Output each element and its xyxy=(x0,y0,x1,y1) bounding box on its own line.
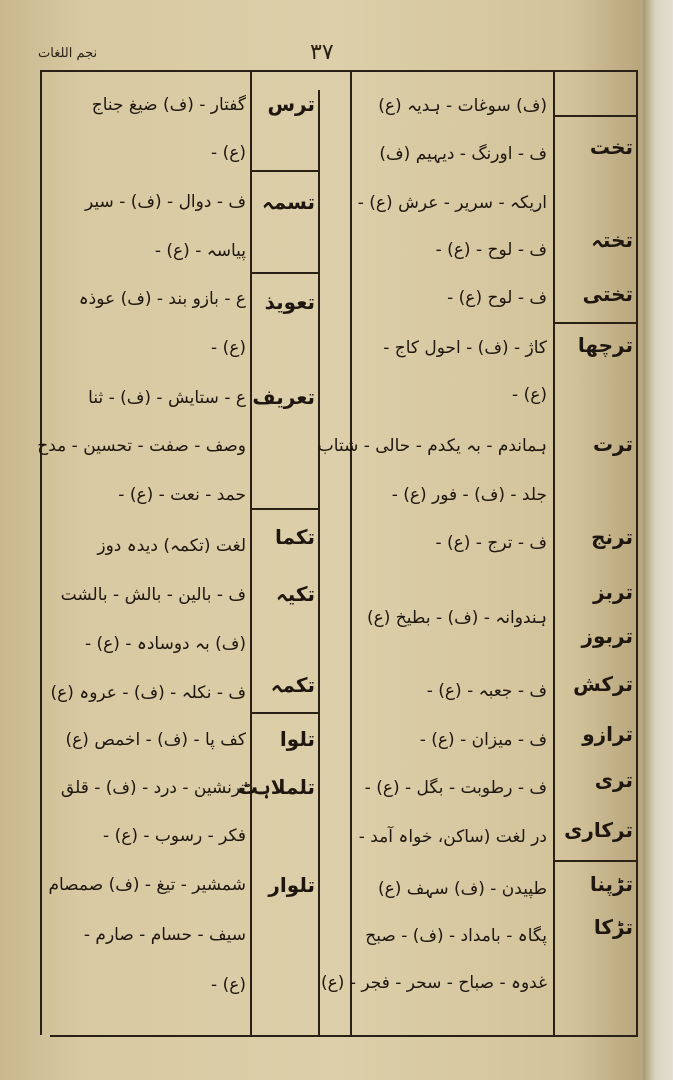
column-line-5 xyxy=(553,70,555,1035)
headword: تلملاہٹ xyxy=(237,775,315,799)
entry-line: ع - ستایش - (ف) - ثنا xyxy=(88,388,246,408)
entry-line: ف - ترج - (ع) - xyxy=(435,533,547,553)
headword: ترازو xyxy=(582,722,633,746)
headword: تربز xyxy=(593,580,633,604)
headword: تختی xyxy=(582,282,633,306)
running-title: نجم اللغات xyxy=(38,46,98,61)
head-divider xyxy=(250,712,318,714)
entry-line: طپیدن - (ف) سہف (ع) xyxy=(377,879,547,899)
entry-line: پیاسہ - (ع) - xyxy=(154,241,246,261)
entries-column-left xyxy=(37,0,246,1080)
headword: تلوا xyxy=(279,727,315,751)
headword: تعریف xyxy=(252,385,315,409)
entry-line: اریکہ - سریر - عرش (ع) - xyxy=(357,193,547,213)
head-divider xyxy=(553,115,636,117)
column-line-1 xyxy=(40,70,42,1035)
entry-line: کف پا - (ف) - اخمص (ع) xyxy=(65,730,246,750)
entry-line: فکر - رسوب - (ع) - xyxy=(103,826,246,846)
entry-line: کاژ - (ف) - احول کاج - xyxy=(383,338,547,358)
entry-line: در لغت (ساکن، خواہ آمد - xyxy=(358,827,547,847)
headword: تخت xyxy=(589,135,633,159)
entry-line: غدوہ - صباح - سحر - فجر - (ع) xyxy=(321,973,547,993)
entry-line: (ف) بہ دوسادہ - (ع) - xyxy=(84,634,246,654)
headword: تڑکا xyxy=(593,915,633,939)
entry-line: ف - اورنگ - دیہیم (ف) xyxy=(379,144,547,164)
headword: ترچھا xyxy=(577,333,633,357)
head-divider xyxy=(250,170,318,172)
head-divider xyxy=(553,860,636,862)
entry-line: گفتار - (ف) ضیغ جناج xyxy=(91,95,246,115)
entry-line: ف - جعبہ - (ع) - xyxy=(426,681,547,701)
entry-line: ہندوانہ - (ف) - بطیخ (ع) xyxy=(366,608,547,628)
entry-line: (ع) - xyxy=(211,338,246,358)
entry-line: لغت (تکمہ) دیدہ دوز xyxy=(97,536,246,556)
headword: تختہ xyxy=(591,228,633,252)
entry-line: ف - میزان - (ع) - xyxy=(419,730,547,750)
head-divider xyxy=(250,272,318,274)
entry-line: ف - لوح (ع) - xyxy=(447,288,547,308)
page-number: ۳۷ xyxy=(310,40,334,65)
headword: تعویذ xyxy=(264,290,315,314)
entry-line: شمشیر - تیغ - (ف) صمصام xyxy=(48,875,246,895)
entry-line: حمد - نعت - (ع) - xyxy=(118,485,246,505)
entry-line: (ع) - xyxy=(211,975,246,995)
column-line-6 xyxy=(636,70,638,1035)
entry-line: ف - نکلہ - (ف) - عروہ (ع) xyxy=(50,683,246,703)
entry-line: ف - لوح - (ع) - xyxy=(435,240,547,260)
head-divider xyxy=(553,322,636,324)
entry-line: ہماندم - بہ یکدم - حالی - شتاب xyxy=(317,436,547,456)
headword: ترت xyxy=(592,432,633,456)
page-edge xyxy=(643,0,673,1080)
headword: ترس xyxy=(267,92,315,116)
headword: تکمہ xyxy=(270,673,315,697)
entry-line: ترنشین - درد - (ف) - قلق xyxy=(60,778,246,798)
headword: تکما xyxy=(274,525,315,549)
entry-line: (ع) - xyxy=(512,385,547,405)
entry-line: (ف) سوغات - ہدیہ (ع) xyxy=(378,96,547,116)
entry-line: پگاہ - بامداد - (ف) - صبح xyxy=(365,926,547,946)
column-line-3 xyxy=(318,90,320,1035)
entry-line: جلد - (ف) - فور (ع) - xyxy=(391,485,547,505)
entry-line: ف - بالین - بالش - بالشت xyxy=(60,585,246,605)
head-divider xyxy=(250,508,318,510)
headword: ترکاری xyxy=(564,818,633,842)
headword: ترکش xyxy=(573,672,633,696)
entry-line: (ع) - xyxy=(211,143,246,163)
entry-line: ف - دوال - (ف) - سیر xyxy=(85,192,246,212)
headword: تڑپنا xyxy=(589,872,633,896)
headword: تلوار xyxy=(268,873,315,897)
entry-line: وصف - صفت - تحسین - مدح xyxy=(37,436,246,456)
headword: تربوز xyxy=(581,624,633,648)
headword: تکیہ xyxy=(275,582,315,606)
headword: تری xyxy=(594,768,633,792)
entry-line: ف - رطوبت - بگل - (ع) - xyxy=(364,778,547,798)
entry-line: سیف - حسام - صارم - xyxy=(83,925,246,945)
entry-line: ع - بازو بند - (ف) عوذہ xyxy=(78,289,246,309)
headword: ترنج xyxy=(591,525,633,549)
headword: تسمہ xyxy=(262,190,315,214)
column-line-2 xyxy=(250,70,252,1035)
